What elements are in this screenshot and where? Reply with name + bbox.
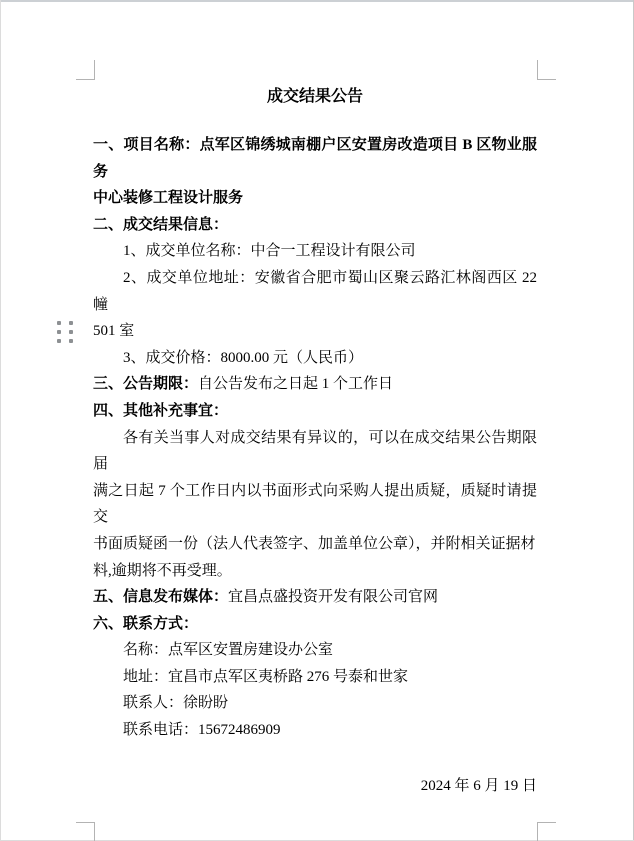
margin-crop-mark-top-right — [537, 60, 556, 80]
text-run: 2024 年 6 月 19 日 — [420, 777, 537, 794]
text-run: 2、成交单位地址：安徽省合肥市蜀山区聚云路汇林阁西区 22 幢 — [93, 269, 537, 313]
text-run: 联系人：徐盼盼 — [123, 695, 229, 712]
drag-handle-dot — [57, 339, 61, 343]
contact-address-line — [93, 664, 537, 691]
page-top-border — [0, 0, 634, 2]
drag-handle-dot — [57, 321, 61, 325]
winner-address-line2 — [93, 318, 537, 345]
margin-crop-mark-top-left — [76, 60, 95, 80]
winner-name-line — [93, 238, 537, 265]
sec4-heading — [93, 398, 537, 425]
text-run: 满之日起 7 个工作日内以书面形式向采购人提出质疑，质疑时请提交 — [93, 482, 537, 526]
text-run: 名称：点军区安置房建设办公室 — [123, 642, 334, 659]
supplement-line2 — [93, 478, 537, 531]
text-run: 自公告发布之日起 1 个工作日 — [198, 376, 394, 393]
supplement-line1 — [93, 425, 537, 478]
margin-crop-mark-bottom-left — [76, 822, 95, 841]
sec3-announcement-period — [93, 371, 537, 398]
text-run: 料,逾期将不再受理。 — [93, 562, 232, 579]
text-run: 三、公告期限： — [93, 376, 199, 393]
drag-handle-icon[interactable] — [57, 321, 73, 343]
text-run: 二、成交结果信息： — [93, 216, 229, 233]
margin-crop-mark-bottom-right — [537, 822, 556, 841]
text-run: 成交结果公告 — [266, 88, 363, 105]
text-run: 书面质疑函一份（法人代表签字、加盖单位公章），并附相关证据材 — [93, 535, 536, 552]
page-left-border — [0, 0, 1, 841]
text-run: 一、项目名称：点军区锦绣城南棚户区安置房改造项目 B 区物业服务 — [93, 137, 537, 180]
text-run: 五、信息发布媒体： — [93, 589, 229, 606]
text-run: 中心装修工程设计服务 — [93, 190, 244, 207]
sec1-project-name-line1 — [93, 132, 537, 185]
drag-handle-dot — [69, 321, 73, 325]
contact-name-line — [93, 637, 537, 664]
sec6-heading — [93, 611, 537, 638]
text-run: 1、成交单位名称：中合一工程设计有限公司 — [123, 243, 416, 260]
sec2-heading — [93, 212, 537, 239]
doc-title — [93, 83, 537, 110]
text-run: 地址：宜昌市点军区夷桥路 276 号泰和世家 — [123, 668, 409, 685]
text-run: 联系电话：15672486909 — [123, 722, 281, 739]
text-run: 3、成交价格：8000.00 元（人民币） — [123, 349, 364, 366]
winner-address-line1 — [93, 265, 537, 318]
supplement-line4 — [93, 558, 537, 585]
text-run: 六、联系方式： — [93, 615, 199, 632]
text-run: 宜昌点盛投资开发有限公司官网 — [228, 589, 439, 606]
text-run: 501 室 — [93, 323, 135, 340]
supplement-line3 — [93, 531, 537, 558]
drag-handle-dot — [69, 330, 73, 334]
drag-handle-dot — [57, 330, 61, 334]
sec1-project-name-line2 — [93, 185, 537, 212]
document-body — [93, 79, 537, 799]
date-line — [93, 773, 537, 800]
price-line — [93, 345, 537, 372]
text-run: 四、其他补充事宜： — [93, 402, 229, 419]
contact-person-line — [93, 690, 537, 717]
contact-phone-line — [93, 717, 537, 744]
sec5-media — [93, 584, 537, 611]
drag-handle-dot — [69, 339, 73, 343]
text-run: 各有关当事人对成交结果有异议的，可以在成交结果公告期限届 — [93, 429, 537, 473]
